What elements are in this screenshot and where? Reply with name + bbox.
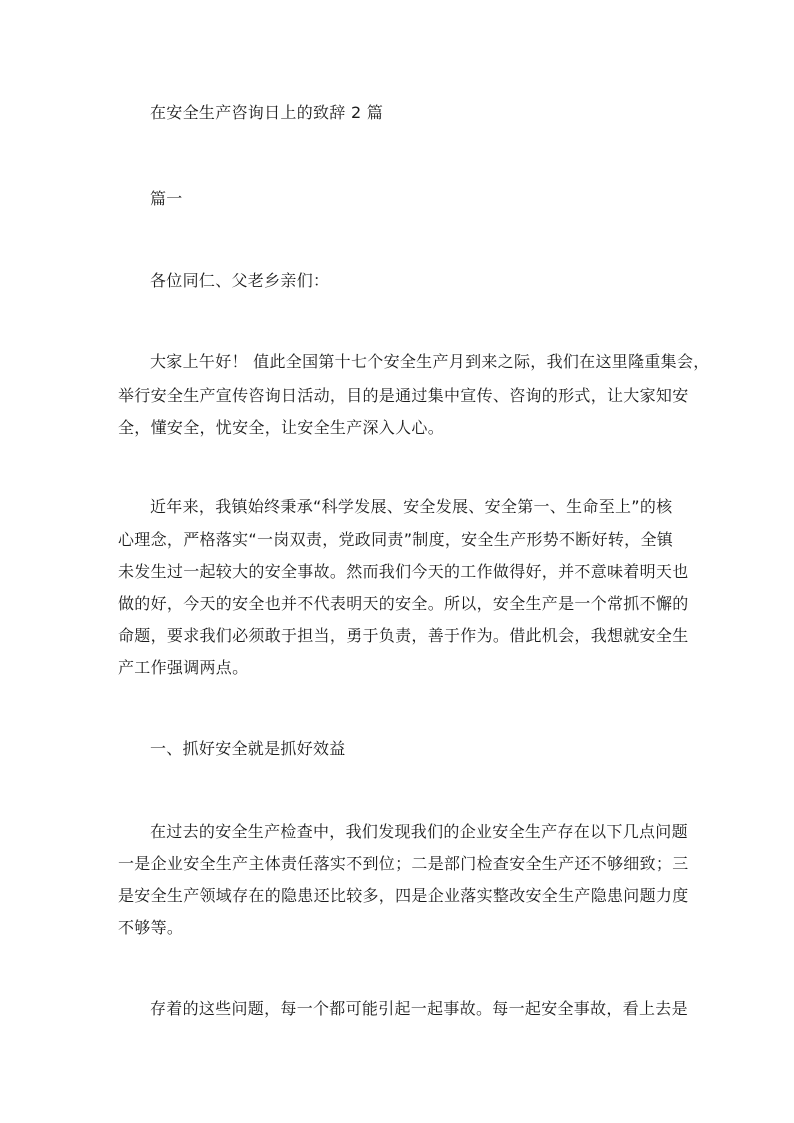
paragraph-line: 不够等。: [118, 918, 184, 937]
paragraph-line: 是安全生产领域存在的隐患还比较多，四是企业落实整改安全生产隐患问题力度: [118, 886, 689, 905]
paragraph-line: 命题，要求我们必须敢于担当，勇于负责，善于作为。借此机会，我想就安全生: [118, 626, 689, 645]
paragraph-line: 在过去的安全生产检查中，我们发现我们的企业安全生产存在以下几点问题: [150, 822, 688, 841]
section-heading: 一、抓好安全就是抓好效益: [150, 739, 346, 758]
paragraph-line: 全，懂安全，忧安全，让安全生产深入人心。: [118, 418, 445, 437]
paragraph-line: 举行安全生产宣传咨询日活动，目的是通过集中宣传、咨询的形式，让大家知安: [118, 386, 689, 405]
paragraph-line: 做的好，今天的安全也并不代表明天的安全。所以，安全生产是一个常抓不懈的: [118, 594, 689, 613]
paragraph-line: 心理念，严格落实“一岗双责，党政同责”制度，安全生产形势不断好转，全镇: [118, 530, 674, 549]
document-title: 在安全生产咨询日上的致辞 2 篇: [150, 103, 384, 122]
paragraph-line: 大家上午好！ 值此全国第十七个安全生产月到来之际，我们在这里隆重集会，: [150, 352, 710, 371]
paragraph-line: 一是企业安全生产主体责任落实不到位；二是部门检查安全生产还不够细致；三: [118, 854, 689, 873]
paragraph-line: 存着的这些问题，每一个都可能引起一起事故。每一起安全事故，看上去是: [150, 999, 688, 1018]
paragraph-line: 近年来，我镇始终秉承“科学发展、安全发展、安全第一、生命至上”的核: [150, 497, 673, 516]
paragraph-line: 未发生过一起较大的安全事故。然而我们今天的工作做得好，并不意味着明天也: [118, 562, 689, 581]
paragraph-line: 产工作强调两点。: [118, 658, 249, 677]
salutation: 各位同仁、父老乡亲们：: [150, 271, 330, 290]
section-label: 篇一: [150, 189, 183, 208]
